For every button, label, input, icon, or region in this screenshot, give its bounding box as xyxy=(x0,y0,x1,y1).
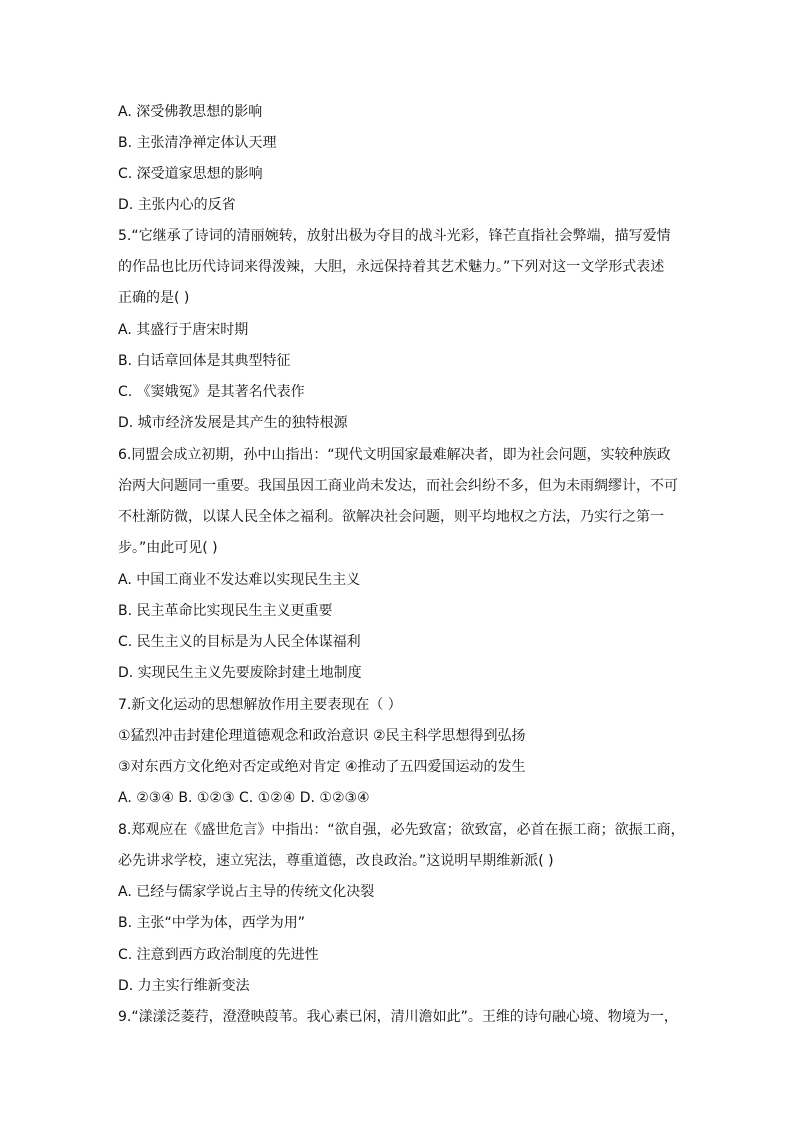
q7-stem: 7.新文化运动的思想解放作用主要表现在（ ） xyxy=(118,697,402,713)
q5-option-c: C. 《窦娥冤》是其著名代表作 xyxy=(118,384,305,400)
q8-option-b: B. 主张“中学为体，西学为用” xyxy=(118,915,306,931)
q6-stem-line-2: 治两大问题同一重要。我国虽因工商业尚未发达，而社会纠纷不多，但为未雨绸缪计，不可 xyxy=(118,478,678,494)
q6-option-d: D. 实现民生主义先要废除封建土地制度 xyxy=(118,665,362,681)
q7-options: A. ②③④ B. ①②③ C. ①②④ D. ①②③④ xyxy=(118,790,370,806)
q6-stem-line-4: 步。”由此可见( ) xyxy=(118,540,218,556)
q4-option-c: C. 深受道家思想的影响 xyxy=(118,166,263,182)
q8-option-c: C. 注意到西方政治制度的先进性 xyxy=(118,947,319,963)
q6-stem-line-1: 6.同盟会成立初期，孙中山指出：“现代文明国家最难解决者，即为社会问题，实较种族政 xyxy=(118,447,671,463)
q9-stem-line-1: 9.“漾漾泛菱荇，澄澄映葭苇。我心素已闲，清川澹如此”。王维的诗句融心境、物境为一， xyxy=(118,1009,678,1025)
q7-item-line-1: ①猛烈冲击封建伦理道德观念和政治意识 ②民主科学思想得到弘扬 xyxy=(118,728,526,744)
q5-option-d: D. 城市经济发展是其产生的独特根源 xyxy=(118,415,348,431)
q6-option-a: A. 中国工商业不发达难以实现民生主义 xyxy=(118,572,361,588)
q6-option-c: C. 民生主义的目标是为人民全体谋福利 xyxy=(118,634,361,650)
q5-stem-line-1: 5.“它继承了诗词的清丽婉转，放射出极为夺目的战斗光彩，锋芒直指社会弊端，描写爱情 xyxy=(118,228,671,244)
q5-stem-line-2: 的作品也比历代诗词来得泼辣，大胆，永远保持着其艺术魅力。”下列对这一文学形式表述 xyxy=(118,259,665,275)
q6-option-b: B. 民主革命比实现民生主义更重要 xyxy=(118,603,333,619)
q5-option-b: B. 白话章回体是其典型特征 xyxy=(118,353,291,369)
q5-stem-line-3: 正确的是( ) xyxy=(118,290,190,306)
q4-option-b: B. 主张清净禅定体认天理 xyxy=(118,135,277,151)
q7-item-line-2: ③对东西方文化绝对否定或绝对肯定 ④推动了五四爱国运动的发生 xyxy=(118,759,526,775)
q6-stem-line-3: 不杜渐防微，以谋人民全体之福利。欲解决社会问题，则平均地权之方法，乃实行之第一 xyxy=(118,509,664,525)
q8-option-a: A. 已经与儒家学说占主导的传统文化决裂 xyxy=(118,884,375,900)
q8-stem-line-1: 8.郑观应在《盛世危言》中指出：“欲自强，必先致富；欲致富，必首在振工商；欲振工商， xyxy=(118,822,685,838)
q4-option-d: D. 主张内心的反省 xyxy=(118,197,236,213)
q5-option-a: A. 其盛行于唐宋时期 xyxy=(118,322,249,338)
q8-option-d: D. 力主实行维新变法 xyxy=(118,978,250,994)
q8-stem-line-2: 必先讲求学校，速立宪法，尊重道德，改良政治。”这说明早期维新派( ) xyxy=(118,853,554,869)
q4-option-a: A. 深受佛教思想的影响 xyxy=(118,104,263,120)
